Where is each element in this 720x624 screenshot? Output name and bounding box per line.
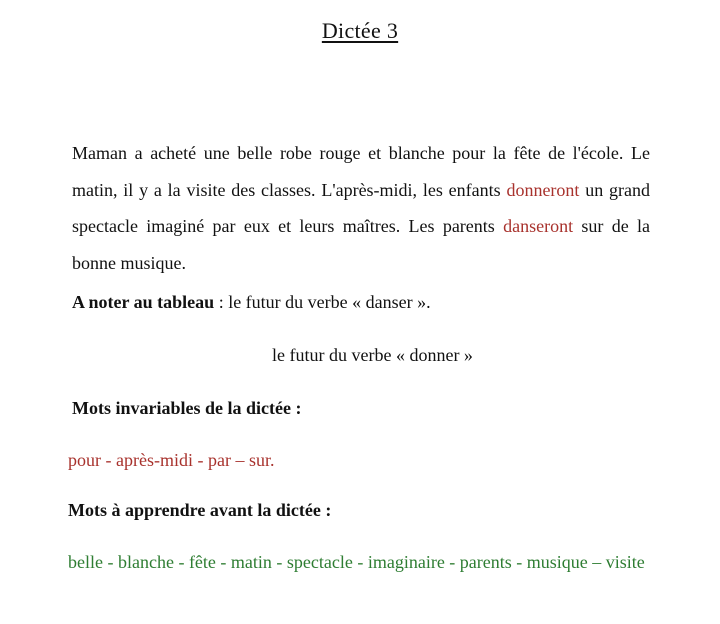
note-line-1 [72, 292, 431, 313]
note-verb-donner: le futur du verbe « donner » [272, 345, 473, 365]
dictation-paragraph [72, 135, 650, 281]
invariables-heading: Mots invariables de la dictée : [72, 398, 302, 418]
page-title: Dictée 3 [321, 18, 399, 43]
verb-donneront: donneront [506, 179, 580, 200]
paragraph-text-2: un grand spectacle imaginé par eux et leurs maîtres. Les parents [72, 179, 651, 236]
paragraph-text-1: Maman a acheté une belle robe rouge et blanche pour la fête de l'école. Le matin, il y a la visite des classes. L'après-midi, les enfants [72, 143, 650, 200]
to-learn-words: belle - blanche - fête - matin - spectacle - imaginaire - parents - musique – visite [68, 552, 645, 572]
note-label: A noter au tableau [72, 292, 215, 312]
invariables-words: pour - après-midi - par – sur. [68, 450, 275, 470]
paragraph-text-3: sur de la bonne musique. [72, 216, 650, 273]
note-verb-danser: : le futur du verbe « danser ». [214, 292, 431, 312]
to-learn-heading: Mots à apprendre avant la dictée : [68, 500, 332, 520]
verb-danseront: danseront [503, 216, 574, 236]
